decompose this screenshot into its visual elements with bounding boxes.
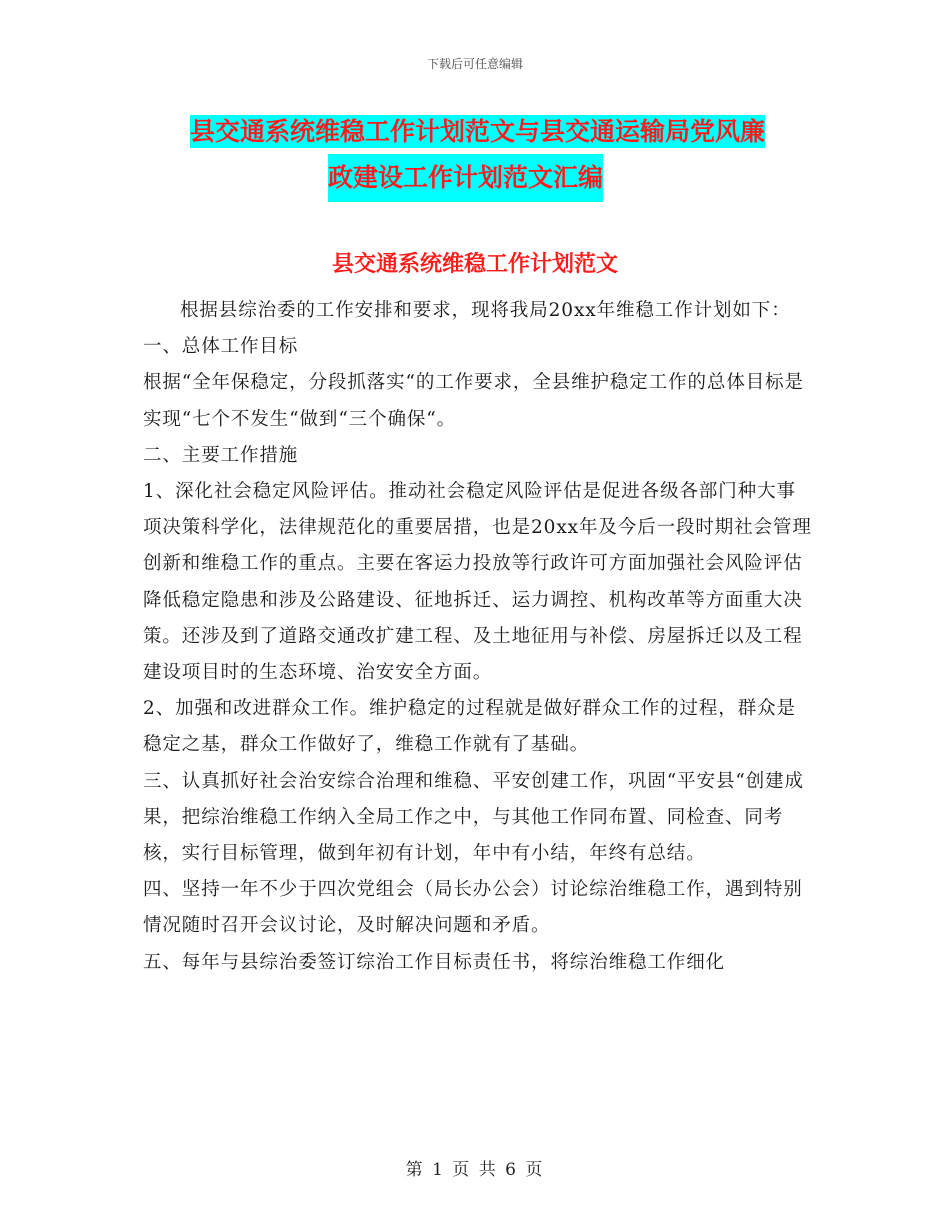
main-title: [190, 110, 830, 202]
main-title-line-1: 县交通系统维稳工作计划范文与县交通运输局党风廉: [190, 117, 766, 146]
header-note: 下载后可任意编辑: [426, 57, 523, 71]
paragraph-item-4: 四、坚持一年不少于四次党组会（局长办公会）讨论综治维稳工作，遇到特别情况随时召开会议讨论，及时解决问题和矛盾。: [143, 879, 803, 937]
paragraph-item-3: 三、认真抓好社会治安综合治理和维稳、平安创建工作，巩固“平安县“创建成果，把综治维稳工作纳入全局工作之中，与其他工作同布置、同检查、同考核，实行目标管理，做到年初有计划，年中有小结，年终有总结。: [143, 770, 804, 865]
paragraph-item-5: 五、每年与县综治委签订综治工作目标责任书，将综治维稳工作细化: [143, 951, 726, 973]
paragraph-measure-1: 1、深化社会稳定风险评估。推动社会稳定风险评估是促进各级各部门种大事项决策科学化，法律规范化的重要居措，也是20xx年及今后一段时期社会管理创新和维稳工作的重点。主要在客运力投放等行政许可方面加强社会风险评估降低稳定隐患和涉及公路建设、征地拆迁、运力调控、机构改革等方面重大决策。还涉及到了道路交通改扩建工程、及土地征用与补偿、房屋拆迁以及工程建设项目时的生态环境、治安安全方面。: [143, 481, 812, 684]
heading-main-measures: 二、主要工作措施: [143, 444, 299, 466]
paragraph-overall-goal: 根据“全年保稳定，分段抓落实“的工作要求，全县维护稳定工作的总体目标是实现“七个不发生“做到“三个确保“。: [143, 372, 804, 430]
paragraph-intro: 根据县综治委的工作安排和要求，现将我局20xx年维稳工作计划如下：: [180, 300, 791, 321]
main-title-line-2: 政建设工作计划范文汇编: [328, 154, 603, 202]
section-title: 县交通系统维稳工作计划范文: [331, 252, 618, 277]
heading-overall-goal: 一、总体工作目标: [143, 336, 299, 358]
document-body: [143, 293, 813, 981]
page-indicator: 第 1 页 共 6 页: [405, 1160, 545, 1180]
paragraph-measure-2: 2、加强和改进群众工作。维护稳定的过程就是做好群众工作的过程，群众是稳定之基，群众工作做好了，维稳工作就有了基础。: [143, 698, 796, 756]
